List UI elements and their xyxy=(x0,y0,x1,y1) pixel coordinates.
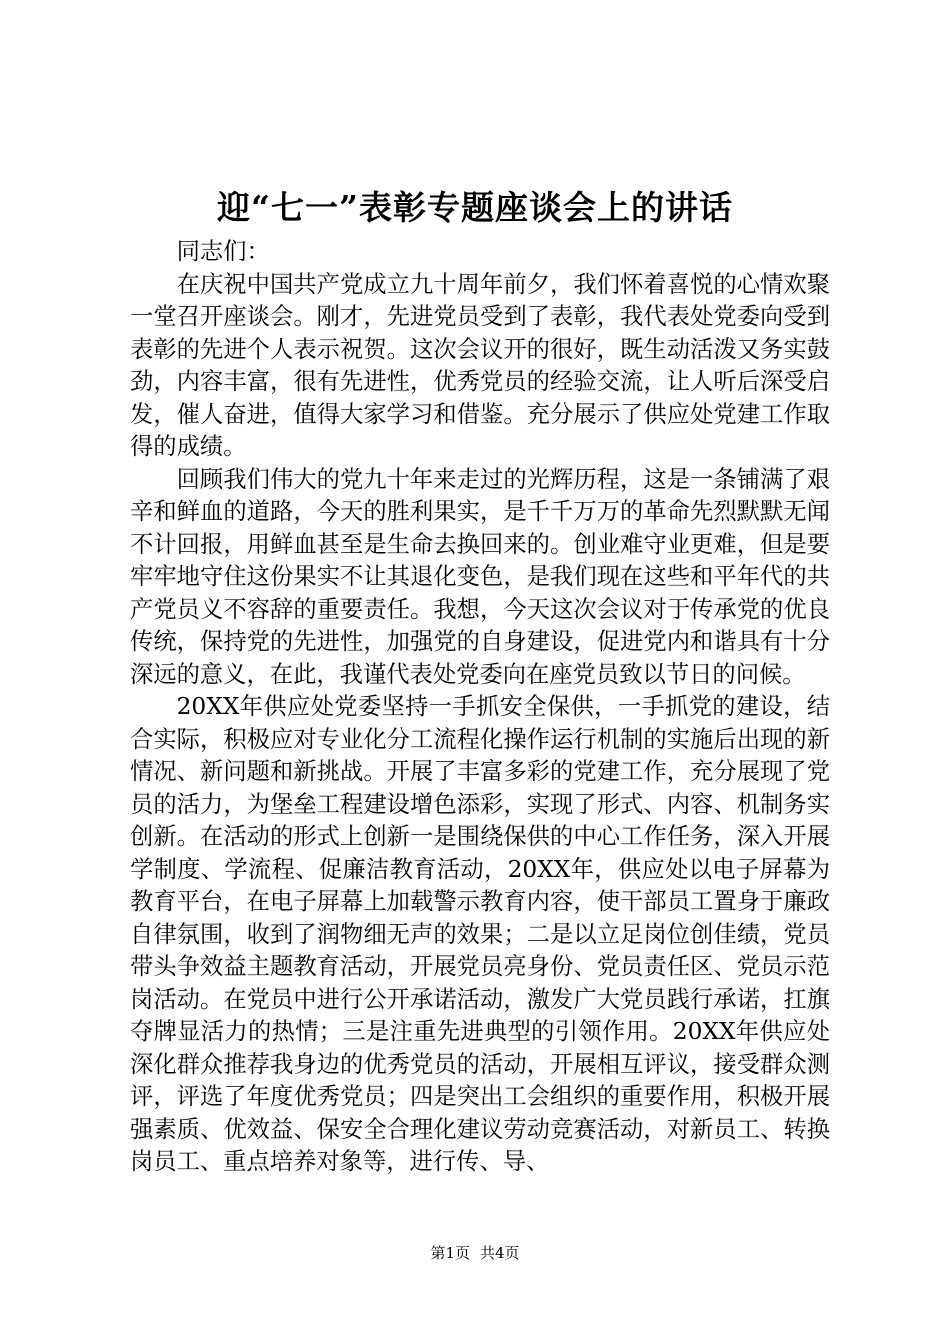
paragraph: 在庆祝中国共产党成立九十周年前夕，我们怀着喜悦的心情欢聚一堂召开座谈会。刚才，先进党员受到了表彰，我代表处党委向受到表彰的先进个人表示祝贺。这次会议开的很好，既生动活泼又务实鼓劲，内容丰富，很有先进性，优秀党员的经验交流，让人听后深受启发，催人奋进，值得大家学习和借鉴。充分展示了供应处党建工作取得的成绩。 xyxy=(130,270,830,460)
document-title: 迎“七一”表彰专题座谈会上的讲话 xyxy=(217,188,733,227)
paragraph: 20XX年供应处党委坚持一手抓安全保供，一手抓党的建设，结合实际，积极应对专业化分工流程化操作运行机制的实施后出现的新情况、新问题和新挑战。开展了丰富多彩的党建工作，充分展现了党员的活力，为堡垒工程建设增色添彩，实现了形式、内容、机制务实创新。在活动的形式上创新一是围绕保供的中心工作任务，深入开展学制度、学流程、促廉洁教育活动，20XX年，供应处以电子屏幕为教育平台，在电子屏幕上加载警示教育内容，使干部员工置身于廉政自律氛围，收到了润物细无声的效果；二是以立足岗位创佳绩，党员带头争效益主题教育活动，开展党员亮身份、党员责任区、党员示范岗活动。在党员中进行公开承诺活动，激发广大党员践行承诺，扛旗夺牌显活力的热情；三是注重先进典型的引领作用。20XX年供应处深化群众推荐我身边的优秀党员的活动，开展相互评议，接受群众测评，评选了年度优秀党员；四是突出工会组织的重要作用，积极开展强素质、优效益、保安全合理化建议劳动竞赛活动，对新员工、转换岗员工、重点培养对象等，进行传、导、 xyxy=(130,693,830,1175)
document-body xyxy=(130,236,830,1179)
page-total: 共4页 xyxy=(480,1244,520,1262)
page-number: 第1页 xyxy=(430,1244,470,1262)
salutation: 同志们： xyxy=(176,238,270,265)
paragraph: 回顾我们伟大的党九十年来走过的光辉历程，这是一条铺满了艰辛和鲜血的道路，今天的胜利果实，是千千万万的革命先烈默默无闻不计回报，用鲜血甚至是生命去换回来的。创业难守业更难，但是要牢牢地守住这份果实不让其退化变色，是我们现在这些和平年代的共产党员义不容辞的重要责任。我想，今天这次会议对于传承党的优良传统，保持党的先进性，加强党的自身建设，促进党内和谐具有十分深远的意义，在此，我谨代表处党委向在座党员致以节日的问候。 xyxy=(130,465,830,688)
page-footer xyxy=(0,1243,950,1263)
